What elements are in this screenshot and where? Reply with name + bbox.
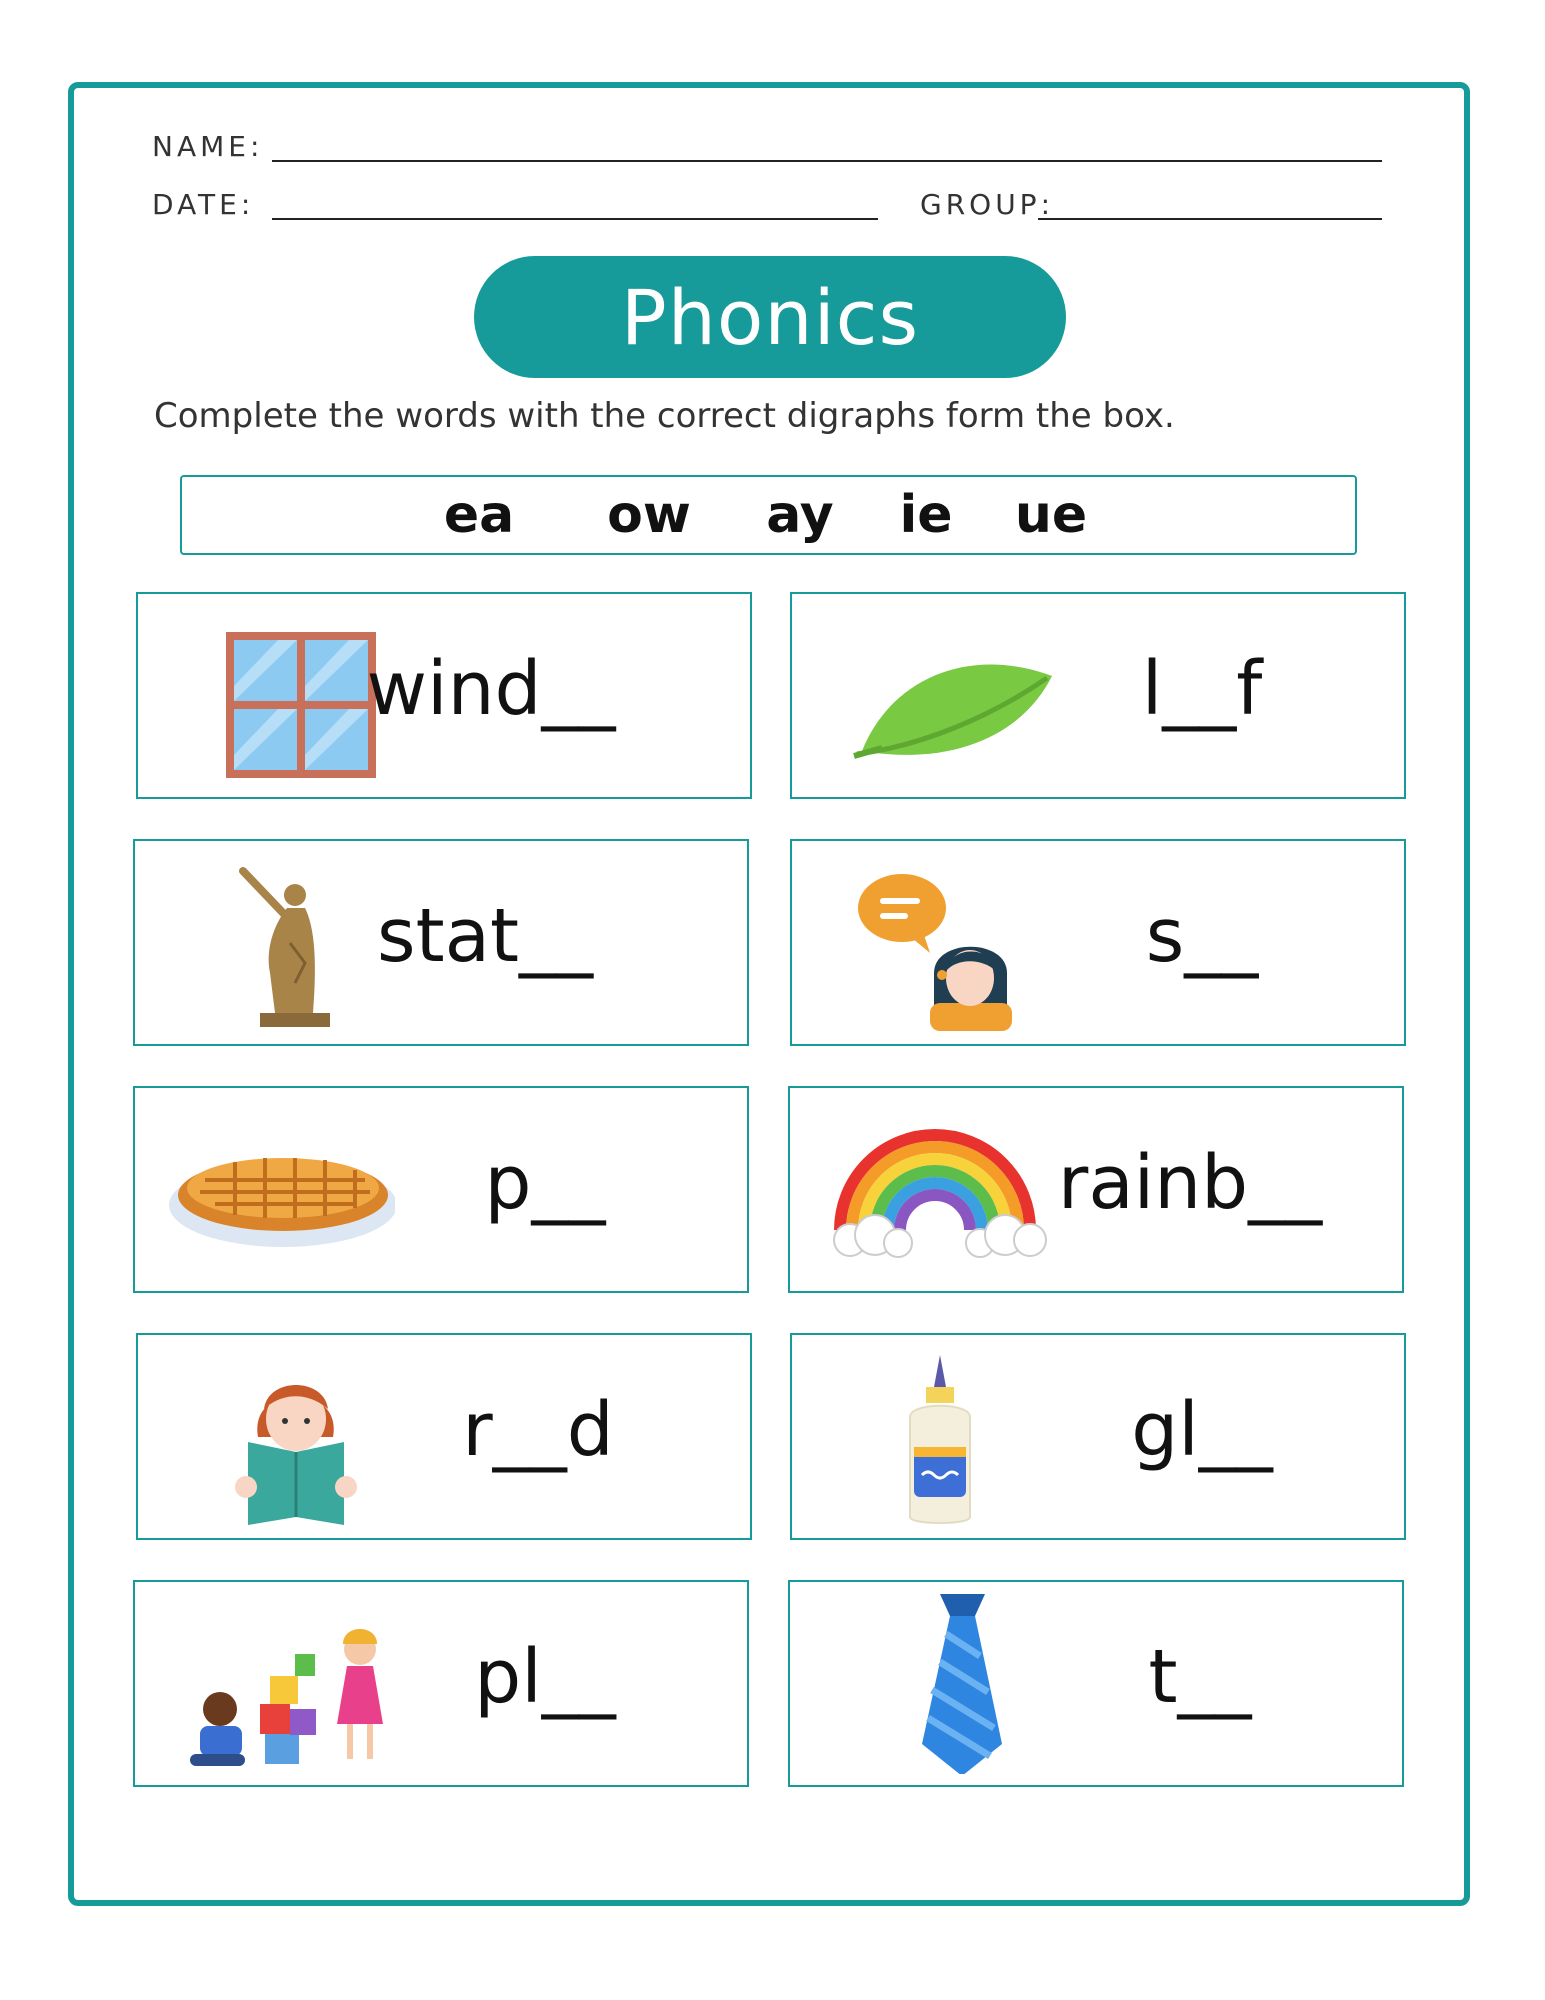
incomplete-word: p__: [484, 1140, 606, 1226]
digraph-option: ea: [443, 485, 515, 545]
digraph-option: ay: [766, 485, 834, 545]
kids-playing-blocks-icon: [165, 1594, 395, 1774]
word-card: [133, 1086, 749, 1293]
instruction-text: Complete the words with the correct digraphs form the box.: [154, 396, 1175, 436]
incomplete-word: rainb__: [1057, 1140, 1323, 1226]
rainbow-icon: [820, 1100, 1050, 1280]
digraph-option: ie: [899, 485, 953, 545]
word-card: [788, 1086, 1404, 1293]
digraph-option: ue: [1014, 485, 1088, 545]
page-title: Phonics: [474, 256, 1066, 378]
date-field[interactable]: [272, 218, 878, 220]
incomplete-word: r__d: [462, 1387, 614, 1473]
window-icon: [168, 606, 398, 786]
glue-bottle-icon: [822, 1347, 1052, 1527]
name-field[interactable]: [272, 160, 1382, 162]
date-label: DATE:: [152, 188, 255, 221]
word-card: [788, 1580, 1404, 1787]
digraph-option: ow: [607, 485, 691, 545]
incomplete-word: s__: [1145, 893, 1259, 979]
digraph-box: [180, 475, 1357, 555]
incomplete-word: gl__: [1131, 1387, 1273, 1473]
group-label: GROUP:: [920, 188, 1055, 221]
leaf-icon: [822, 606, 1052, 786]
word-card: [133, 1580, 749, 1787]
word-card: [790, 592, 1406, 799]
incomplete-word: wind__: [366, 646, 616, 732]
girl-speaking-icon: [822, 853, 1052, 1033]
group-field[interactable]: [1038, 218, 1382, 220]
name-label: NAME:: [152, 130, 264, 163]
word-card: [133, 839, 749, 1046]
incomplete-word: stat__: [377, 893, 593, 979]
necktie-icon: [820, 1594, 1050, 1774]
word-card: [790, 1333, 1406, 1540]
pie-icon: [165, 1100, 395, 1280]
girl-reading-icon: [168, 1347, 398, 1527]
statue-icon: [165, 853, 395, 1033]
word-card: [790, 839, 1406, 1046]
incomplete-word: t__: [1148, 1634, 1252, 1720]
word-card: [136, 1333, 752, 1540]
incomplete-word: pl__: [474, 1634, 616, 1720]
word-card: [136, 592, 752, 799]
incomplete-word: l__f: [1141, 646, 1263, 732]
